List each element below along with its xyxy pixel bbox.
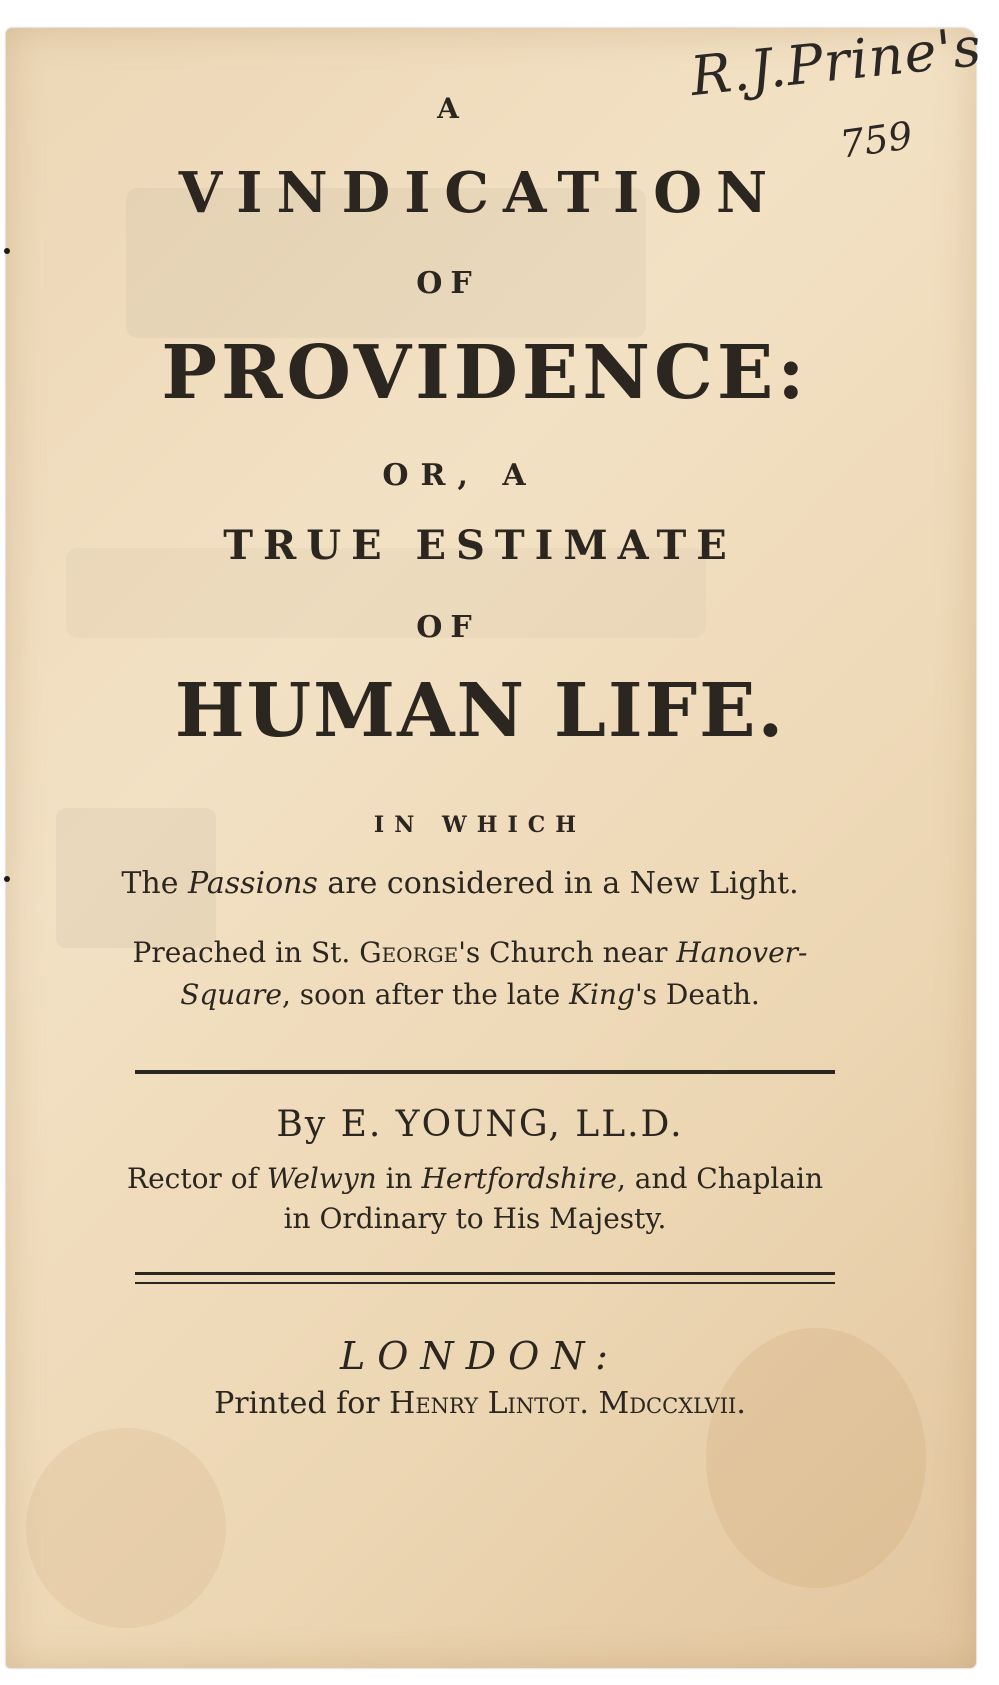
handwritten-number: 759 xyxy=(837,113,916,167)
imprint-printer-line: Printed for Henry Lintot. Mdccxlvii. xyxy=(214,1386,746,1421)
passions-line: The Passions are considered in a New Light. xyxy=(121,866,799,901)
title-vindication: VINDICATION xyxy=(178,160,782,226)
title-line-a: A xyxy=(437,92,459,125)
title-providence: PROVIDENCE: xyxy=(161,330,809,416)
title-of-2: OF xyxy=(416,610,480,645)
divider-rule xyxy=(135,1070,835,1074)
preached-line: Preached in St. George's Church near Hanover- xyxy=(132,936,808,969)
in-which: IN WHICH xyxy=(373,812,587,838)
rector-line: Rector of Welwyn in Hertfordshire, and Chaplain xyxy=(126,1162,824,1195)
ordinary-line: in Ordinary to His Majesty. xyxy=(283,1202,667,1235)
square-line: Square, soon after the late King's Death. xyxy=(180,978,760,1011)
author-line: By E. YOUNG, LL.D. xyxy=(276,1104,684,1145)
imprint-city: LONDON: xyxy=(340,1334,620,1378)
double-rule-bottom xyxy=(135,1282,835,1284)
title-or-a: OR, A xyxy=(382,458,538,493)
edge-mark xyxy=(4,248,10,254)
double-rule-top xyxy=(135,1272,835,1275)
title-true-estimate: TRUE ESTIMATE xyxy=(223,522,737,569)
edge-mark xyxy=(4,876,10,882)
title-human-life: HUMAN LIFE. xyxy=(174,668,786,754)
handwritten-signature: R.J.Prine's xyxy=(687,14,985,109)
title-of-1: OF xyxy=(416,266,480,301)
